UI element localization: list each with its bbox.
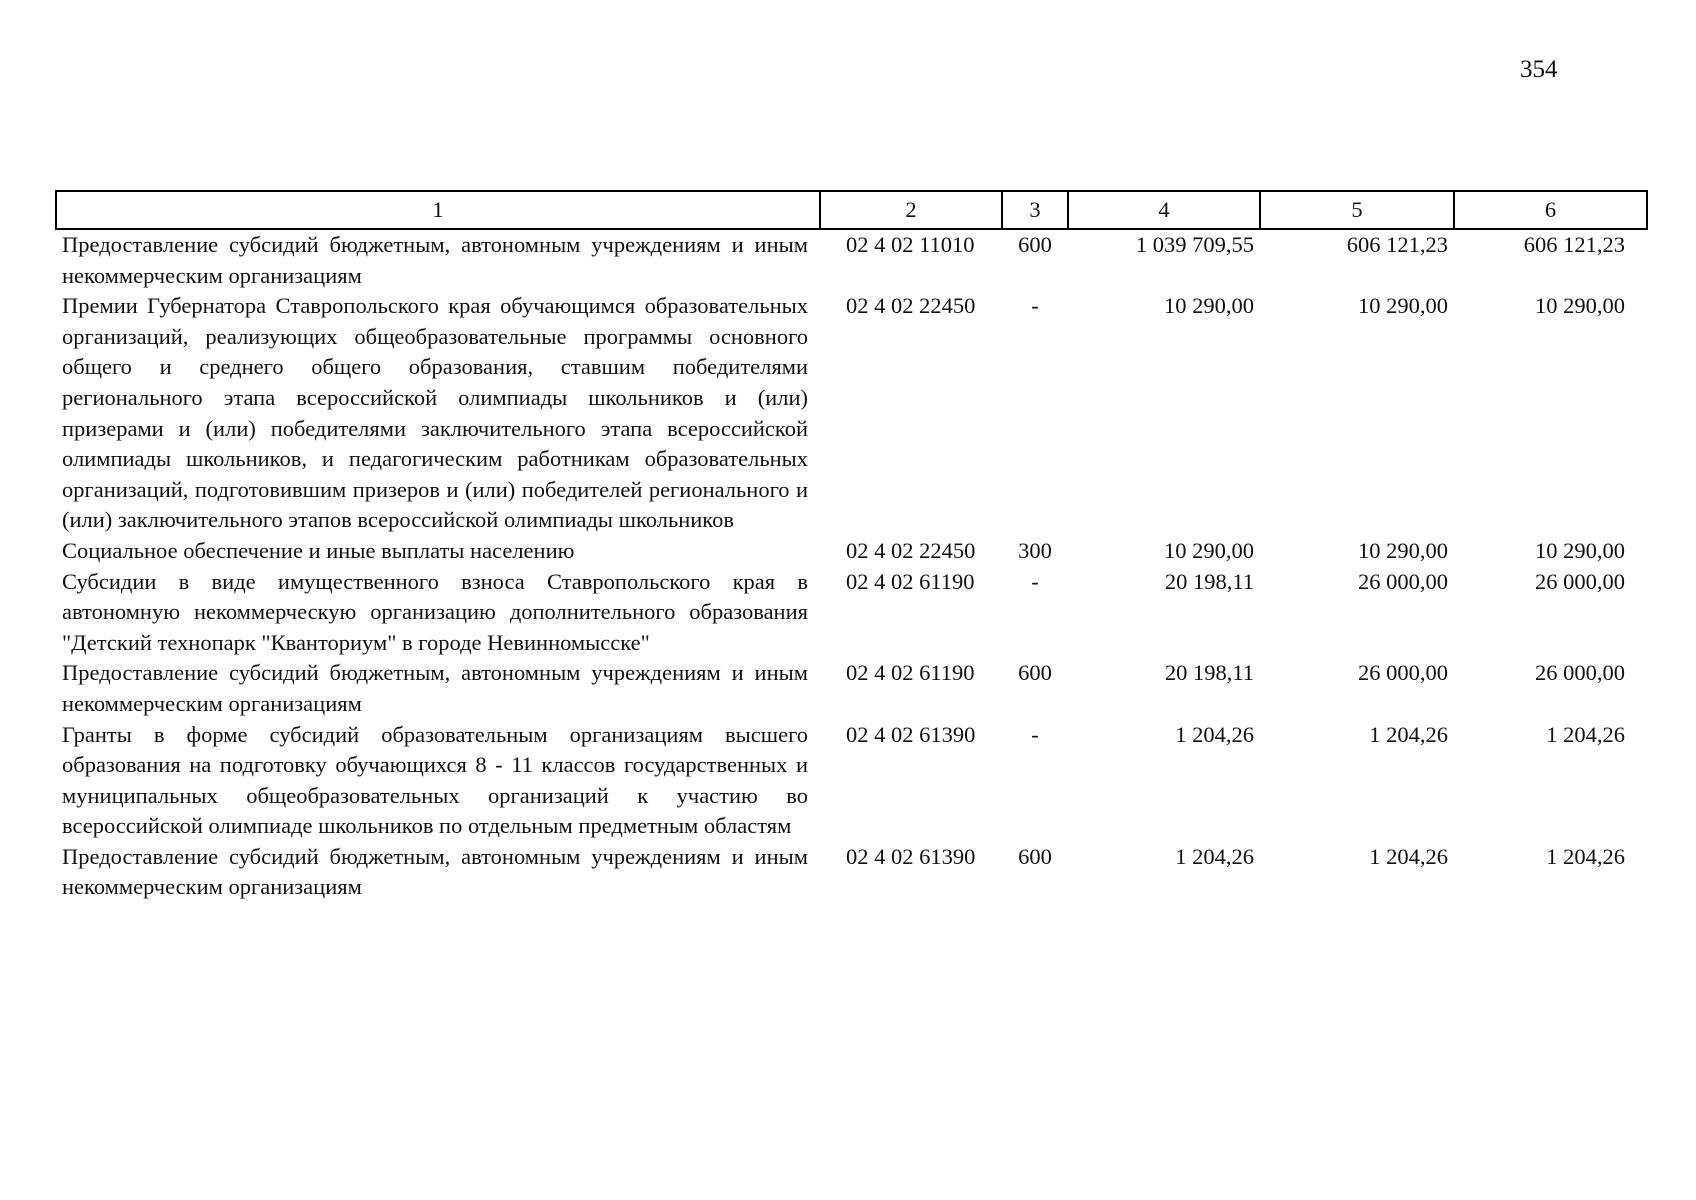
row-type: 600	[1018, 843, 1052, 869]
table-row	[56, 291, 1647, 536]
header-row	[56, 191, 1647, 229]
budget-table	[55, 190, 1648, 903]
row-code: 02 4 02 22450	[846, 537, 976, 563]
row-col6: 10 290,00	[1535, 537, 1625, 563]
table-row	[56, 567, 1647, 659]
row-col5: 606 121,23	[1346, 232, 1448, 257]
row-col4: 10 290,00	[1164, 537, 1254, 563]
row-type: -	[1031, 293, 1039, 319]
row-description: Социальное обеспечение и иные выплаты населению	[62, 537, 575, 563]
row-description: Премии Губернатора Ставропольского края обучающимся образовательных организаций, реализующих общеобразовательные программы основного общего и среднего общего образования, ставшим победителями регионального этапа всероссийской олимпиады школьников и (или) призерами и (или) победителями заключительного этапа всероссийской олимпиады школьников, и педагогическим работникам образовательных организаций, подготовившим призеров и (или) победителей регионального и (или) заключительного этапов всероссийской олимпиады школьников	[62, 293, 808, 533]
row-col4: 10 290,00	[1164, 293, 1254, 319]
row-description: Предоставление субсидий бюджетным, автономным учреждениям и иным некоммерческим организациям	[62, 232, 808, 288]
row-description: Гранты в форме субсидий образовательным организациям высшего образования на подготовку обучающихся 8 - 11 классов государственных и муниципальных общеобразовательных организаций к участию во всероссийской олимпиаде школьников по отдельным предметным областям	[62, 721, 808, 839]
table-row	[56, 229, 1647, 291]
row-col5: 26 000,00	[1358, 660, 1448, 686]
row-type: 600	[1018, 232, 1052, 257]
table-body	[56, 229, 1647, 903]
row-col5: 1 204,26	[1369, 843, 1448, 869]
header-cell-3: 3	[1002, 191, 1068, 229]
row-col4: 1 204,26	[1175, 721, 1254, 747]
page-number: 354	[1520, 56, 1558, 83]
row-col4: 1 204,26	[1175, 843, 1254, 869]
row-col4: 1 039 709,55	[1135, 232, 1254, 257]
row-code: 02 4 02 61190	[846, 568, 975, 594]
row-description: Предоставление субсидий бюджетным, автономным учреждениям и иным некоммерческим организациям	[62, 660, 808, 716]
row-type: -	[1031, 721, 1039, 747]
row-col4: 20 198,11	[1164, 660, 1254, 686]
row-col5: 10 290,00	[1358, 537, 1448, 563]
row-col5: 10 290,00	[1358, 293, 1448, 319]
row-col6: 26 000,00	[1535, 568, 1625, 594]
header-cell-6: 6	[1454, 191, 1647, 229]
row-col4: 20 198,11	[1164, 568, 1254, 594]
table-row	[56, 536, 1647, 567]
row-col6: 26 000,00	[1535, 660, 1625, 686]
row-col6: 606 121,23	[1523, 232, 1625, 257]
row-code: 02 4 02 61190	[846, 660, 975, 686]
header-cell-4: 4	[1068, 191, 1260, 229]
row-code: 02 4 02 22450	[846, 293, 976, 319]
row-type: -	[1031, 568, 1039, 594]
row-type: 600	[1018, 660, 1052, 686]
header-cell-2: 2	[820, 191, 1002, 229]
row-description: Субсидии в виде имущественного взноса Ставропольского края в автономную некоммерческую организацию дополнительного образования "Детский технопарк "Кванториум" в городе Невинномысске"	[62, 568, 808, 655]
header-cell-1: 1	[56, 191, 820, 229]
row-col6: 1 204,26	[1546, 721, 1625, 747]
row-description: Предоставление субсидий бюджетным, автономным учреждениям и иным некоммерческим организациям	[62, 843, 808, 900]
table-row	[56, 720, 1647, 842]
row-col6: 10 290,00	[1535, 293, 1625, 319]
table-row	[56, 842, 1647, 903]
table-row	[56, 658, 1647, 719]
row-col6: 1 204,26	[1546, 843, 1625, 869]
row-col5: 26 000,00	[1358, 568, 1448, 594]
row-code: 02 4 02 61390	[846, 843, 976, 869]
header-cell-5: 5	[1260, 191, 1454, 229]
row-code: 02 4 02 61390	[846, 721, 976, 747]
row-type: 300	[1018, 537, 1052, 563]
row-code: 02 4 02 11010	[846, 232, 975, 257]
table-header	[56, 191, 1647, 229]
row-col5: 1 204,26	[1369, 721, 1448, 747]
